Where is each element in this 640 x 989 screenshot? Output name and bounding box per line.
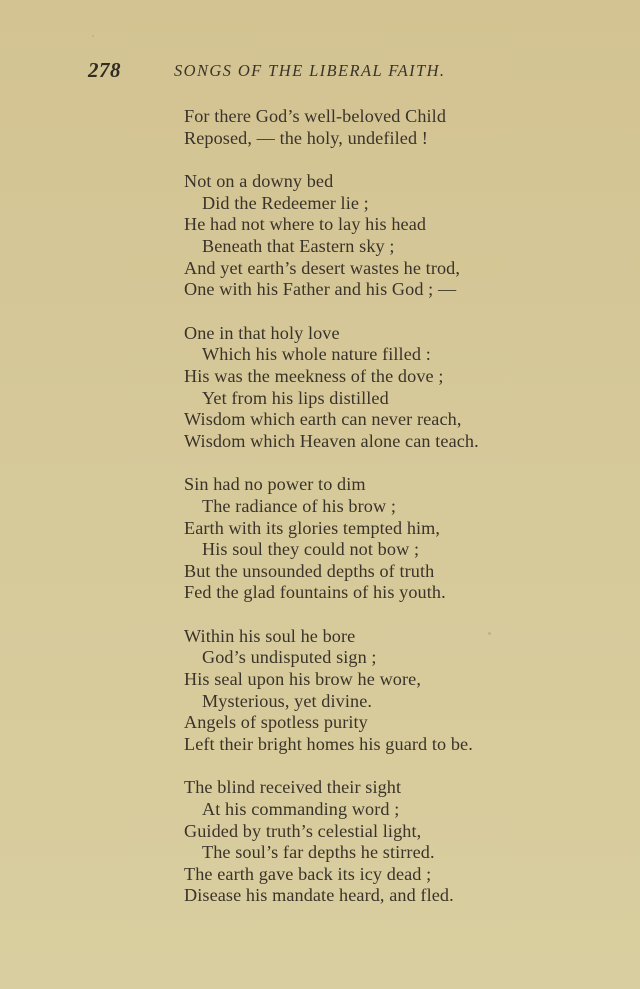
verse-line: Earth with its glories tempted him, bbox=[184, 517, 441, 538]
stanza bbox=[184, 323, 604, 453]
paper-speck bbox=[92, 35, 94, 37]
verse-line: Wisdom which earth can never reach, bbox=[184, 409, 462, 430]
verse-line: Sin had no power to dim bbox=[184, 474, 366, 495]
paper-speck bbox=[488, 632, 491, 635]
stanza bbox=[184, 474, 604, 604]
verse-line: One with his Father and his God ; — bbox=[184, 279, 457, 300]
verse-line-indented: Which his whole nature filled : bbox=[202, 344, 431, 365]
stanza bbox=[184, 777, 604, 907]
verse-line-indented: The radiance of his brow ; bbox=[202, 495, 397, 516]
verse-line-indented: The soul’s far depths he stirred. bbox=[202, 842, 435, 863]
verse-line: The earth gave back its icy dead ; bbox=[184, 863, 432, 884]
verse-line-indented: His soul they could not bow ; bbox=[202, 539, 420, 560]
stanza bbox=[184, 106, 604, 149]
verse-line: Reposed, — the holy, undefiled ! bbox=[184, 127, 428, 148]
verse-line: He had not where to lay his head bbox=[184, 214, 427, 235]
verse-line-indented: At his commanding word ; bbox=[202, 799, 400, 820]
verse-line-indented: Mysterious, yet divine. bbox=[202, 690, 373, 711]
stanza bbox=[184, 171, 604, 301]
verse-line: Angels of spotless purity bbox=[184, 712, 368, 733]
page-number: 278 bbox=[88, 58, 121, 82]
verse-line: Wisdom which Heaven alone can teach. bbox=[184, 430, 479, 451]
verse-line: Within his soul he bore bbox=[184, 625, 356, 646]
verse-line: One in that holy love bbox=[184, 322, 340, 343]
verse-line: But the unsounded depths of truth bbox=[184, 560, 435, 581]
verse-line-indented: Yet from his lips distilled bbox=[202, 387, 389, 408]
verse-line-indented: Did the Redeemer lie ; bbox=[202, 192, 369, 213]
verse-line: For there God’s well-beloved Child bbox=[184, 106, 447, 126]
verse-line: His was the meekness of the dove ; bbox=[184, 365, 444, 386]
verse-line: Fed the glad fountains of his youth. bbox=[184, 582, 446, 603]
verse-line: The blind received their sight bbox=[184, 777, 402, 798]
verse-line: And yet earth’s desert wastes he trod, bbox=[184, 257, 461, 278]
running-title: SONGS OF THE LIBERAL FAITH. bbox=[174, 61, 446, 80]
verse-line-indented: God’s undisputed sign ; bbox=[202, 647, 377, 668]
poem-body bbox=[184, 106, 604, 929]
verse-line: Guided by truth’s celestial light, bbox=[184, 820, 422, 841]
page-header bbox=[0, 58, 640, 88]
verse-line-indented: Beneath that Eastern sky ; bbox=[202, 235, 395, 256]
verse-line: Left their bright homes his guard to be. bbox=[184, 733, 473, 754]
verse-line: His seal upon his brow he wore, bbox=[184, 669, 421, 690]
verse-line: Disease his mandate heard, and fled. bbox=[184, 885, 454, 906]
verse-line: Not on a downy bed bbox=[184, 171, 334, 192]
stanza bbox=[184, 626, 604, 756]
